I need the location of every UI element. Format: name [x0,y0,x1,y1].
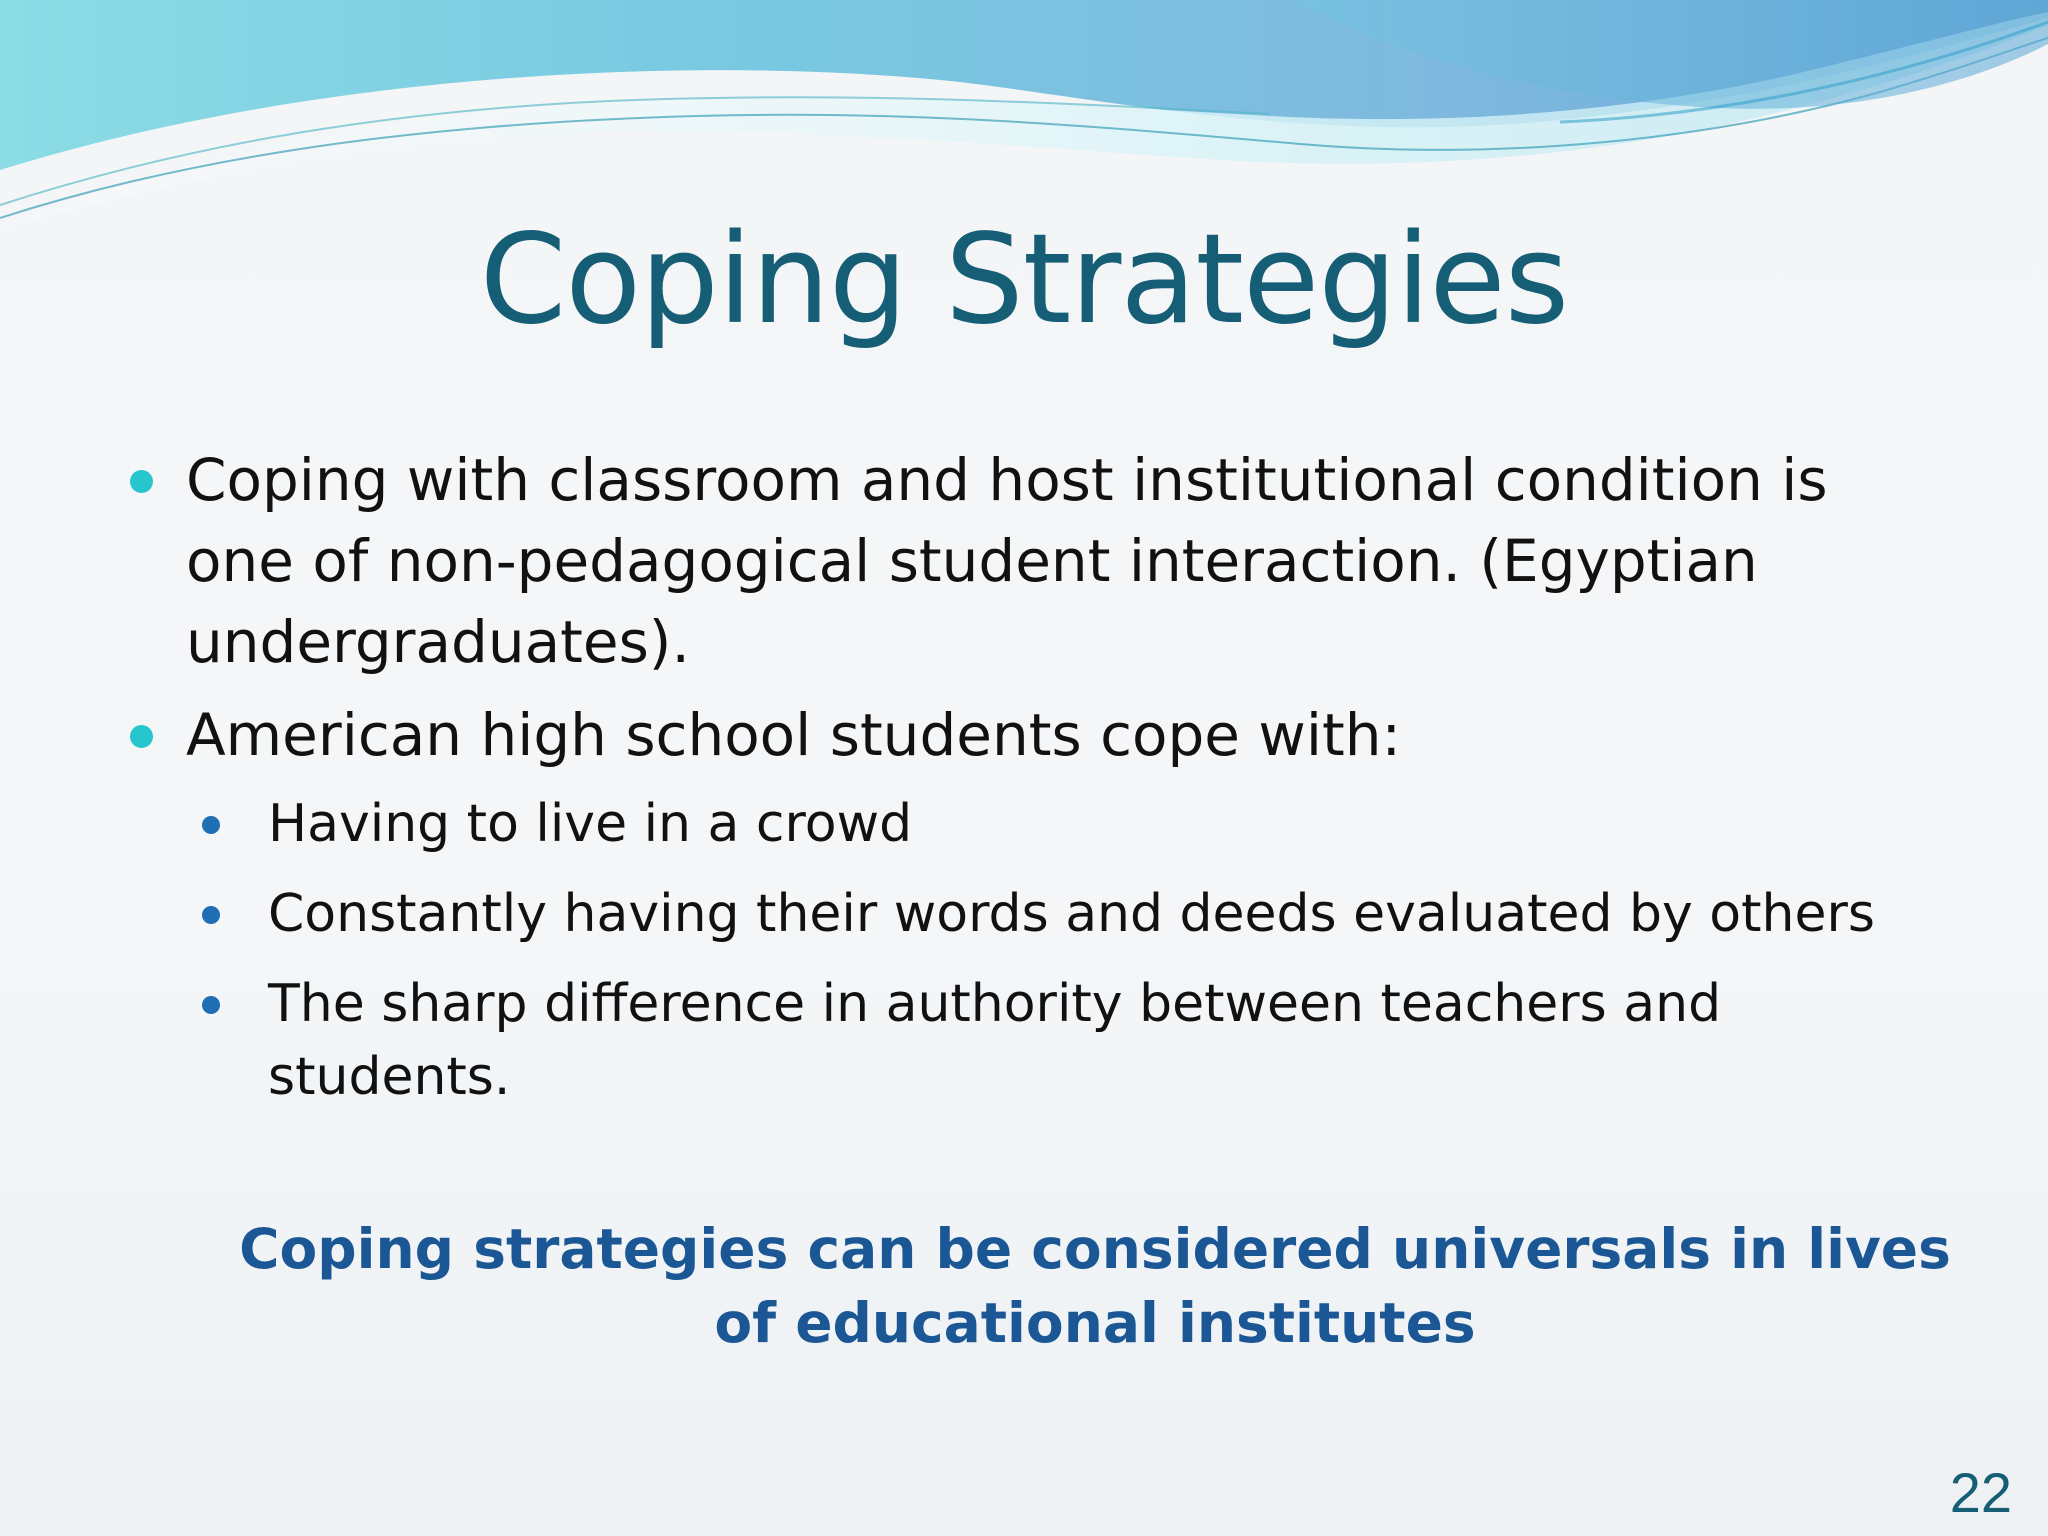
sub-bullet-dot-icon [202,906,220,924]
sub-bullet-dot-icon [202,996,220,1014]
slide-content [120,440,1940,1131]
sub-bullet-text: The sharp difference in authority between teachers and students. [268,974,1722,1107]
page-number: 22 [1949,1461,2012,1524]
sub-bullet-point-3 [202,968,1940,1114]
bullet-text: American high school students cope with: [186,701,1401,769]
sub-bullet-dot-icon [202,816,220,834]
sub-bullet-text: Having to live in a crowd [268,794,913,854]
bullet-point-2 [120,695,1940,776]
conclusion-statement: Coping strategies can be considered universals in lives of educational institutes [239,1217,1951,1355]
sub-bullet-list [120,788,1940,1114]
bullet-dot-icon [130,470,153,493]
bullet-dot-icon [130,725,153,748]
bullet-point-1 [120,440,1940,683]
sub-bullet-text: Constantly having their words and deeds evaluated by others [268,884,1875,944]
sub-bullet-point-2 [202,878,1940,951]
sub-bullet-point-1 [202,788,1940,861]
bullet-text: Coping with classroom and host institutional condition is one of non-pedagogical student interaction. (Egyptian undergraduates). [186,446,1828,676]
slide-title: Coping Strategies [479,208,1569,352]
